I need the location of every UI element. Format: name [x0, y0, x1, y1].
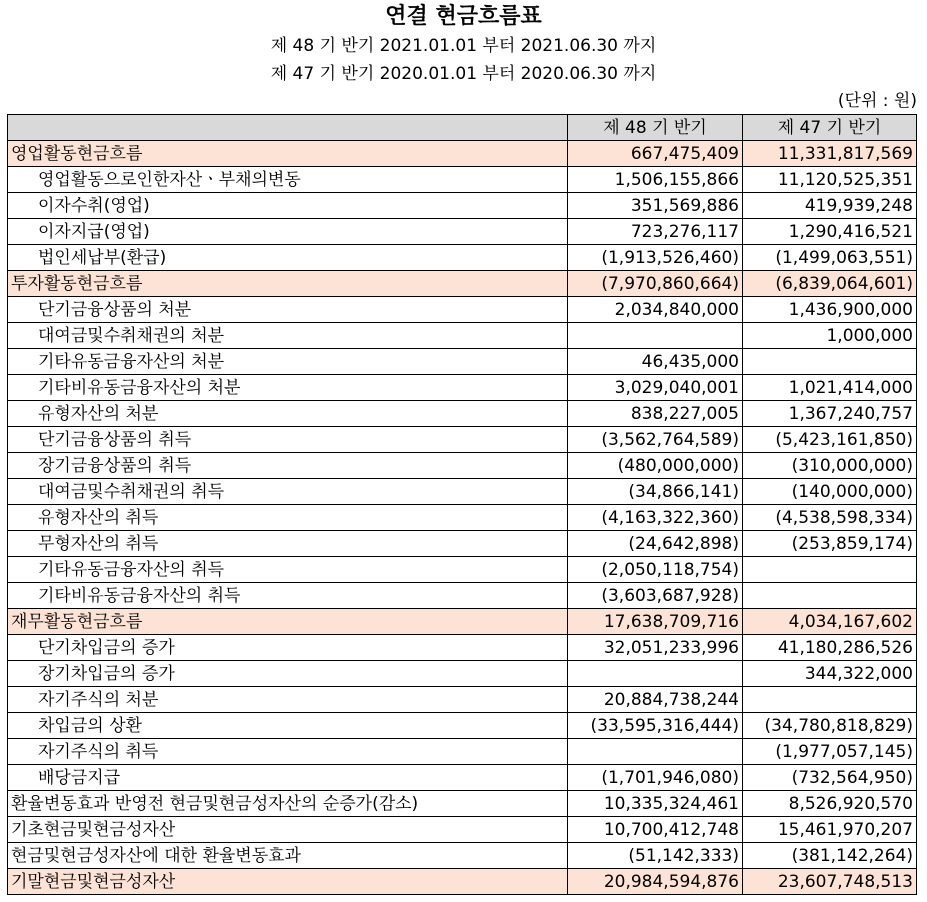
row-label: 기타유동금융자산의 처분 [8, 349, 568, 375]
table-row [8, 713, 917, 739]
current-period-value: (3,562,764,589) [568, 427, 743, 453]
prior-period-value: (381,142,264) [743, 843, 917, 869]
prior-period-value [743, 557, 917, 583]
row-label: 유형자산의 취득 [8, 505, 568, 531]
row-label: 기타비유동금융자산의 처분 [8, 375, 568, 401]
current-period-value: (2,050,118,754) [568, 557, 743, 583]
prior-period-value: 344,322,000 [743, 661, 917, 687]
current-period-value: 723,276,117 [568, 219, 743, 245]
row-label: 대여금및수취채권의 취득 [8, 479, 568, 505]
table-row [8, 791, 917, 817]
current-period-value: 46,435,000 [568, 349, 743, 375]
prior-period-value: (1,499,063,551) [743, 245, 917, 271]
table-row [8, 427, 917, 453]
table-row [8, 635, 917, 661]
unit-label: (단위 : 원) [837, 91, 917, 111]
row-label: 자기주식의 취득 [8, 739, 568, 765]
prior-period-value: 8,526,920,570 [743, 791, 917, 817]
statement-title: 연결 현금흐름표 [385, 3, 542, 29]
prior-period-value [743, 349, 917, 375]
current-period-value: (51,142,333) [568, 843, 743, 869]
prior-period-value: (34,780,818,829) [743, 713, 917, 739]
prior-period-value [743, 583, 917, 609]
row-label: 환율변동효과 반영전 현금및현금성자산의 순증가(감소) [8, 791, 568, 817]
header-current-period: 제 48 기 반기 [568, 115, 743, 141]
row-label: 현금및현금성자산에 대한 환율변동효과 [8, 843, 568, 869]
table-row [8, 401, 917, 427]
current-period-value: (7,970,860,664) [568, 271, 743, 297]
current-period-value: 10,335,324,461 [568, 791, 743, 817]
row-label: 기타비유동금융자산의 취득 [8, 583, 568, 609]
current-period-value: 351,569,886 [568, 193, 743, 219]
table-row [8, 193, 917, 219]
current-period-value [568, 323, 743, 349]
table-row [8, 531, 917, 557]
row-label: 기말현금및현금성자산 [8, 869, 568, 895]
current-period-value: 20,984,594,876 [568, 869, 743, 895]
row-label: 단기금융상품의 취득 [8, 427, 568, 453]
row-label: 대여금및수취채권의 처분 [8, 323, 568, 349]
current-period-value: (24,642,898) [568, 531, 743, 557]
prior-period-value: 11,331,817,569 [743, 141, 917, 167]
table-row [8, 583, 917, 609]
row-label: 배당금지급 [8, 765, 568, 791]
table-row [8, 375, 917, 401]
current-period-value: 667,475,409 [568, 141, 743, 167]
table-row [8, 557, 917, 583]
current-period-value: 17,638,709,716 [568, 609, 743, 635]
period-current: 제 48 기 반기 2021.01.01 부터 2021.06.30 까지 [270, 36, 657, 56]
prior-period-value: (4,538,598,334) [743, 505, 917, 531]
table-row [8, 687, 917, 713]
prior-period-value: 1,021,414,000 [743, 375, 917, 401]
prior-period-value: 11,120,525,351 [743, 167, 917, 193]
current-period-value: 32,051,233,996 [568, 635, 743, 661]
row-label: 장기금융상품의 취득 [8, 453, 568, 479]
table-row [8, 271, 917, 297]
table-row [8, 505, 917, 531]
table-row [8, 453, 917, 479]
current-period-value: (33,595,316,444) [568, 713, 743, 739]
table-row [8, 609, 917, 635]
row-label: 이자지급(영업) [8, 219, 568, 245]
prior-period-value: 4,034,167,602 [743, 609, 917, 635]
table-row [8, 843, 917, 869]
table-row [8, 219, 917, 245]
row-label: 영업활동현금흐름 [8, 141, 568, 167]
prior-period-value: (1,977,057,145) [743, 739, 917, 765]
current-period-value [568, 661, 743, 687]
prior-period-value: 41,180,286,526 [743, 635, 917, 661]
row-label: 유형자산의 처분 [8, 401, 568, 427]
row-label: 법인세납부(환급) [8, 245, 568, 271]
prior-period-value: 1,000,000 [743, 323, 917, 349]
row-label: 투자활동현금흐름 [8, 271, 568, 297]
current-period-value: 3,029,040,001 [568, 375, 743, 401]
period-prior: 제 47 기 반기 2020.01.01 부터 2020.06.30 까지 [270, 64, 657, 84]
row-label: 영업활동으로인한자산ㆍ부채의변동 [8, 167, 568, 193]
prior-period-value: (6,839,064,601) [743, 271, 917, 297]
table-row [8, 323, 917, 349]
current-period-value: 2,034,840,000 [568, 297, 743, 323]
table-row [8, 817, 917, 843]
current-period-value: 838,227,005 [568, 401, 743, 427]
prior-period-value: (310,000,000) [743, 453, 917, 479]
row-label: 차입금의 상환 [8, 713, 568, 739]
header-blank [8, 115, 568, 141]
table-row [8, 479, 917, 505]
table-row [8, 167, 917, 193]
table-row [8, 661, 917, 687]
prior-period-value: 1,436,900,000 [743, 297, 917, 323]
prior-period-value: (253,859,174) [743, 531, 917, 557]
prior-period-value: 23,607,748,513 [743, 869, 917, 895]
row-label: 기초현금및현금성자산 [8, 817, 568, 843]
header-prior-period: 제 47 기 반기 [743, 115, 917, 141]
current-period-value: (3,603,687,928) [568, 583, 743, 609]
table-row [8, 245, 917, 271]
current-period-value: (4,163,322,360) [568, 505, 743, 531]
current-period-value: 1,506,155,866 [568, 167, 743, 193]
prior-period-value: (5,423,161,850) [743, 427, 917, 453]
row-label: 단기차입금의 증가 [8, 635, 568, 661]
table-row [8, 765, 917, 791]
prior-period-value: 1,367,240,757 [743, 401, 917, 427]
current-period-value [568, 739, 743, 765]
current-period-value: (34,866,141) [568, 479, 743, 505]
prior-period-value: (140,000,000) [743, 479, 917, 505]
table-row [8, 349, 917, 375]
row-label: 자기주식의 처분 [8, 687, 568, 713]
current-period-value: 10,700,412,748 [568, 817, 743, 843]
row-label: 단기금융상품의 처분 [8, 297, 568, 323]
header-row [8, 115, 917, 141]
table-row [8, 297, 917, 323]
row-label: 무형자산의 취득 [8, 531, 568, 557]
current-period-value: (1,913,526,460) [568, 245, 743, 271]
current-period-value: 20,884,738,244 [568, 687, 743, 713]
table-row [8, 141, 917, 167]
row-label: 기타유동금융자산의 취득 [8, 557, 568, 583]
prior-period-value: 1,290,416,521 [743, 219, 917, 245]
table-row [8, 869, 917, 895]
prior-period-value: (732,564,950) [743, 765, 917, 791]
current-period-value: (480,000,000) [568, 453, 743, 479]
prior-period-value: 419,939,248 [743, 193, 917, 219]
row-label: 장기차입금의 증가 [8, 661, 568, 687]
row-label: 재무활동현금흐름 [8, 609, 568, 635]
prior-period-value: 15,461,970,207 [743, 817, 917, 843]
prior-period-value [743, 687, 917, 713]
cash-flow-table [7, 114, 917, 895]
row-label: 이자수취(영업) [8, 193, 568, 219]
current-period-value: (1,701,946,080) [568, 765, 743, 791]
table-row [8, 739, 917, 765]
